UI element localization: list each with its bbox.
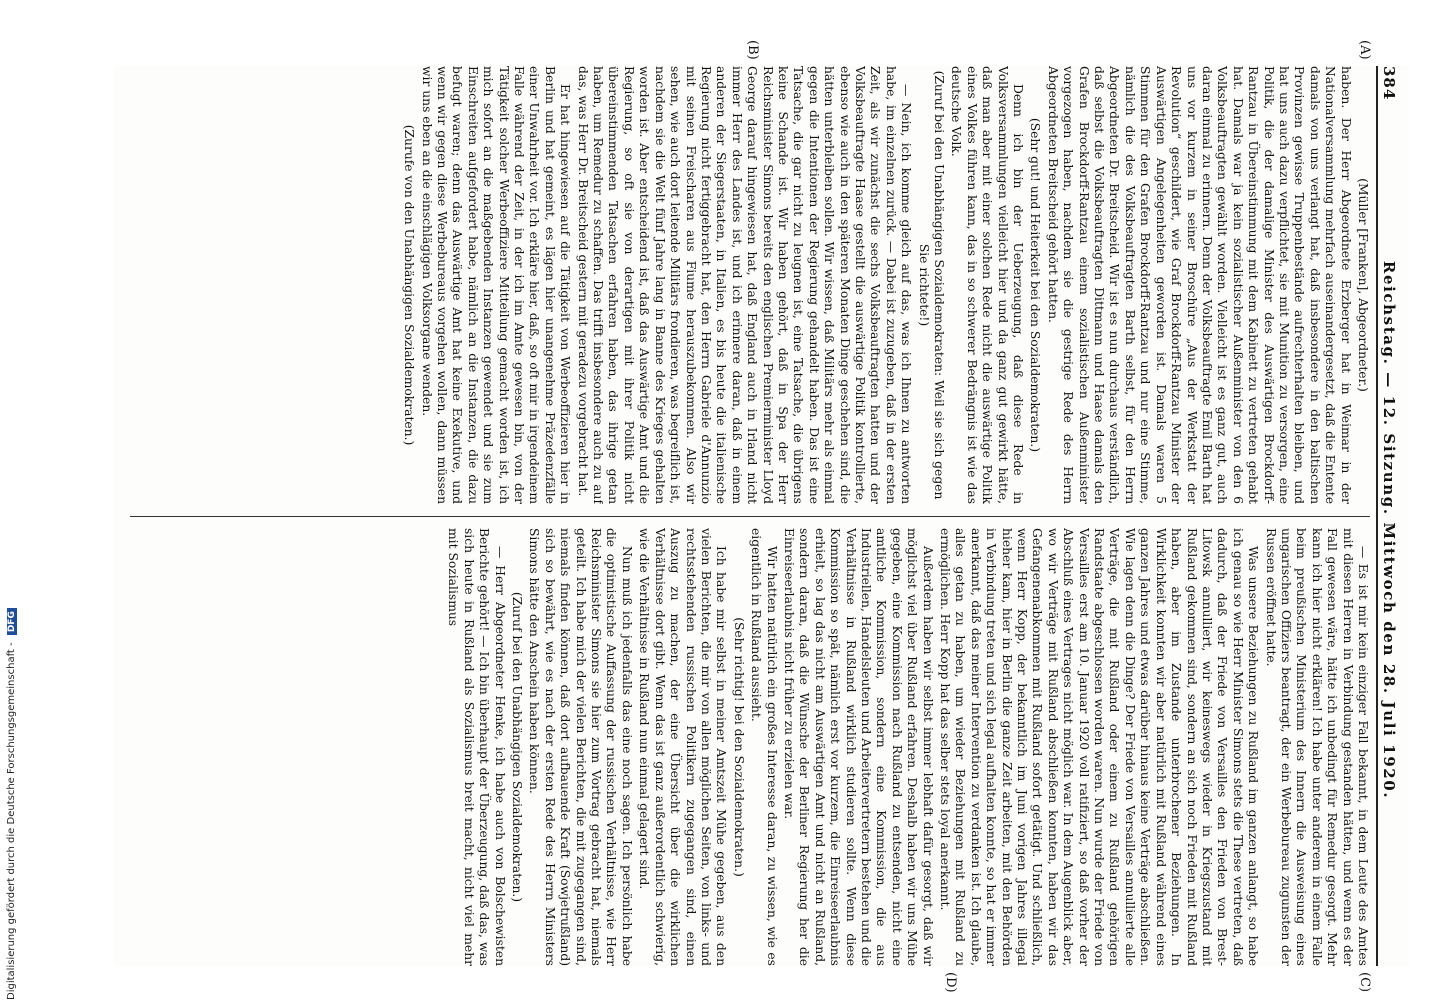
digitization-footer: [6, 0, 24, 1000]
paragraph: haben. Der Herr Abgeordnete Erzberger hat in Weimar in der Nationalversammlung mehrfach auseinandergesetzt, daß die Entente damals von uns verlangt hat, daß insbesondere in den baltischen Provinzen gewisse Truppenbestände aufrechterhalten bleiben, und hat uns auch dazu verpflichtet, sie mit Munition zu versorgen, eine Politik, die der damalige Minister des Auswärtigen Brockdorff-Rantzau in Übereinstimmung mit dem Kabinett zu vertreten gehabt hat. Damals war ja kein sozialistischer Außenminister von den 6 Volksbeauftragten gewählt worden. Vielleicht ist es ganz gut, auch daran einmal zu erinnern. Denn der Volksbeauftragte Emil Barth hat uns vor kurzem in seiner Broschüre „Aus der Werkstatt der Revolution“ geschildert, wie Graf Brockdorff-Rantzau Minister der Auswärtigen Angelegenheiten geworden ist. Damals waren 5 Stimmen für den Grafen Brockdorff-Rantzau und nur eine Stimme, nämlich die des Volksbeauftragten Barth selbst, für den Herrn Abgeordneten Dr. Breitscheid. Wir ist es nun durchaus verständlich, daß selbst die Volksbeauftragten Dittmann und Haase damals den Grafen Brockdorff-Rantzau einem sozialistischen Außenminister vorgezogen haben, nachdem sie die gestrige Rede des Herrn Abgeordneten Breitscheid gehört hatten.: [1045, 66, 1353, 504]
paragraph: Was unsere Beziehungen zu Rußland im ganzen anlangt, so habe ich genau so wie Herr Minister Simons stets die These vertreten, daß dadurch, daß der Friede von Versailles den Frieden von Brest-Litowsk annulliert, wir keineswegs wieder in Kriegszustand mit Rußland gekommen sind, sondern an sich noch Frieden mit Rußland haben, aber im Zustande unterbrochener Beziehungen. In Wirklichkeit konnten wir aber natürlich mit Rußland während eines ganzen Jahres und etwas darüber hinaus keine Verträge abschließen. Wie lagen denn die Dinge? Der Friede von Versailles annullierte alle Verträge, die mit Rußland oder einem zu Rußland gehörigen Randstaate abgeschlossen worden waren. Nun wurde der Friede von Versailles erst am 10. Januar 1920 voll ratifiziert, so daß vorher der Abschluß eines Vertrages nicht möglich war. In dem Augenblick aber, wo wir Verträge mit Rußland abschließen konnten, haben wir das Gefangenenabkommen mit Rußland sofort getätigt. Und schließlich, wenn Herr Kopp, der bekanntlich im Juni vorigen Jahres illegal hieher kam, hier in Berlin die ganze Zeit arbeiten, mit den Behörden in Verbindung treten und sich legal aufhalten konnte, so hat er immer anerkannt, daß das meiner Intervention zu verdanken ist. Ich glaube, alles getan zu haben, um wieder Beziehungen mit Rußland zu ermöglichen. Herr Kopp hat das selber stets loyal anerkannt.: [938, 528, 1261, 966]
paragraph: Wir hatten natürlich ein großes Interesse daran, zu wissen, wie es eigentlich in Rußland aussieht.: [749, 528, 779, 966]
scanned-page: [114, 40, 1410, 993]
page-header: [1380, 66, 1410, 966]
paragraph: Er hat hingewiesen auf die Tätigkeit von Werbeoffizieren hier in Berlin und hat gemeint, es lägen hier unangenehme Präzedenzfälle einer Unwahrheit vor. Ich erkläre hier, daß, so oft mir in irgendeinem Falle während der Zeit, in der ich im Amte gewesen bin, von der Tätigkeit solcher Werbeoffiziere Mitteilung gemacht worden ist, ich mich sofort an die maßgebenden Instanzen gewendet und sie zum Einschreiten aufgefordert habe, nämlich an die Instanzen, die dazu befugt waren; denn das Auswärtige Amt hat keine Exekutive, und wenn wir gegen diese Werbebureaus vorgehen wollen, dann müssen wir uns eben an die einschlägigen Volksorgane wenden.: [419, 66, 573, 504]
dfg-logo: DFG: [7, 608, 17, 635]
text-column-left: [130, 66, 1370, 504]
paragraph: — Es ist mir kein einziger Fall bekannt, in dem Leute des Amtes mit diesen Herren in Verbindung gestanden hätten, und wenn es der Fall gewesen wäre, hätte ich unbedingt für Remedur gesorgt. Mehr kann ich hier nicht erklären! Ich habe unter anderem in einem Falle beim preußischen Ministerium des Innern die Ausweisung eines ungarischen Offiziers beantragt, der ein Werbebureau zugunsten der Russen eröffnet hatte.: [1263, 528, 1370, 966]
interjection: (Zuruf bei den Unabhängigen Sozialdemokraten: Weil sie sich gegen Sie richtete!): [916, 70, 947, 500]
paragraph: Ich habe mir selbst in meiner Amtszeit Mühe gegeben, aus den vielen Berichten, die mir von allen möglichen Seiten, von links- und rechtsstehenden russischen Politikern zugegangen sind, einen Auszug zu machen, der eine Übersicht über die wirklichen Verhältnisse dort gibt. Wenn das ist ganz außerordentlich schwierig, wie die Verhältnisse in Rußland nun einmal gelagert sind.: [637, 528, 729, 966]
interjection: (Zurufe von den Unabhängigen Sozialdemokraten.): [402, 124, 417, 446]
margin-marker-a: (A): [1357, 40, 1372, 60]
paragraph: Nun muß ich jedenfalls das eine noch sagen. Ich persönlich habe die optimistische Auffassung der russischen Verhältnisse, wie Herr Reichsminister Simons sie hier zum Vortrag gebracht hat, niemals geteilt. Ich habe mich der vielen Berichten, die mit zugegangen sind, niemals finden können, daß dort aufbauende Kraft (Sowjetrußland) sich so bewährt, wie es nach der ersten Rede des Herrn Ministers Simons hätte den Anschein haben können.: [527, 528, 634, 966]
speaker-line: (Müller [Franken], Abgeordneter.): [1356, 178, 1370, 392]
header-rule: [1376, 66, 1378, 966]
paragraph: Außerdem haben wir selbst immer lebhaft dafür gesorgt, daß wir möglichst viel über Rußland erfahren. Deshalb haben wir uns Mühe gegeben, eine Kommission nach Rußland zu entsenden, nicht eine amtliche Kommission, sondern eine Kommission, die aus Industriellen, Handelsleuten und Arbeitervertretern bestehen und die Verhältnisse in Rußland wirklich studieren sollte. Wenn diese Kommission so spät, nämlich erst vor kurzem, die Einreiseerlaubnis erhielt, so lag das nicht am Auswärtigen Amt und nicht an Rußland, sondern daran, daß die Wünsche der Berliner Regierung her die Einreiseerlaubnis nicht früher zu erzielen war.: [781, 528, 935, 966]
page-number: 384: [1380, 66, 1398, 101]
interjection: (Sehr gut! und Heiterkeit bei den Sozialdemokraten.): [1028, 117, 1043, 453]
interjection: (Zuruf bei den Unabhängigen Sozialdemokraten.): [510, 591, 525, 903]
interjection: (Sehr richtig! bei den Sozialdemokraten.): [731, 617, 746, 877]
margin-marker-c: (C): [1357, 972, 1372, 993]
header-spacer: [1380, 960, 1398, 966]
paragraph: — Herr Abgeordneter Henke, ich habe auch von Bolschewisten Berichte gehört! — Ich bin überhaupt der Überzeugung, daß das, was sich heute in Rußland als Sozialismus breit macht, nicht viel mehr mit Sozialismus: [446, 528, 507, 966]
column-divider: [130, 516, 1370, 517]
margin-marker-b: (B): [745, 40, 760, 60]
footer-text: Digitalisierung gefördert durch die Deutsche Forschungsgemeinschaft -: [6, 642, 17, 1000]
paragraph: Denn ich bin der Ueberzeugung, daß diese Rede in Volksversammlungen vielleicht hier und da ganz gut gewirkt hätte, daß man aber mit einer solchen Rede nicht die auswärtige Politik eines Volkes führen kann, das in so schwerer Bedrängnis ist wie das deutsche Volk.: [949, 66, 1026, 504]
margin-marker-d: (D): [943, 972, 958, 993]
paragraph: — Nein, ich komme gleich auf das, was ich Ihnen zu antworten habe, im einzelnen zurück. — Dabei ist zuzugeben, daß in der ersten Zeit, als wir zunächst die sechs Volksbeauftragten hatten und der Volksbeauftragte Haase gestellt die auswärtige Politik kontrollierte, ebenso wie auch in den späteren Monaten Dinge geschehen sind, die hätten unterbleiben sollen. Wir wissen, daß Militärs mehr als einmal gegen die Intentionen der Regierung gehandelt haben. Das ist eine Tatsache, die gar nicht zu leugnen ist, eine Tatsache, die übrigens keine Schande ist. Wir haben gehört, daß in Spa der Herr Reichsminister Simons bereits den englischen Premierminister Lloyd George darauf hingewiesen hat, daß England auch in Irland nicht immer Herr des Landes ist, und ich erinnere daran, daß in einem anderen der Siegerstaaten, in Italien, es bis heute die italienische Regierung nicht fertiggebracht hat, den Herrn Gabriele d'Annunzio mit seinen Freischaren aus Fiume herauszubekommen. Also wir sehen, wie auch dort leitende Militärs frondieren, was begreiflich ist, nachdem sie die Welt fünf Jahre lang in Banne des Krieges gehalten worden ist. Aber entscheidend ist, daß das Auswärtige Amt und die Regierung, so oft sie von derartigen mit ihrer Politik nicht übereinstimmenden Tatsachen erfahren haben, das ihrige getan haben, um Remedur zu schaffen. Das trifft insbesondere auch zu auf das, was Herr Dr. Breitscheid gestern mit geradezu vorgebracht hat.: [575, 66, 914, 504]
text-column-right: [130, 528, 1370, 966]
running-title: Reichstag. — 12. Sitzung. Mittwoch den 28. Juli 1920.: [1380, 260, 1398, 800]
